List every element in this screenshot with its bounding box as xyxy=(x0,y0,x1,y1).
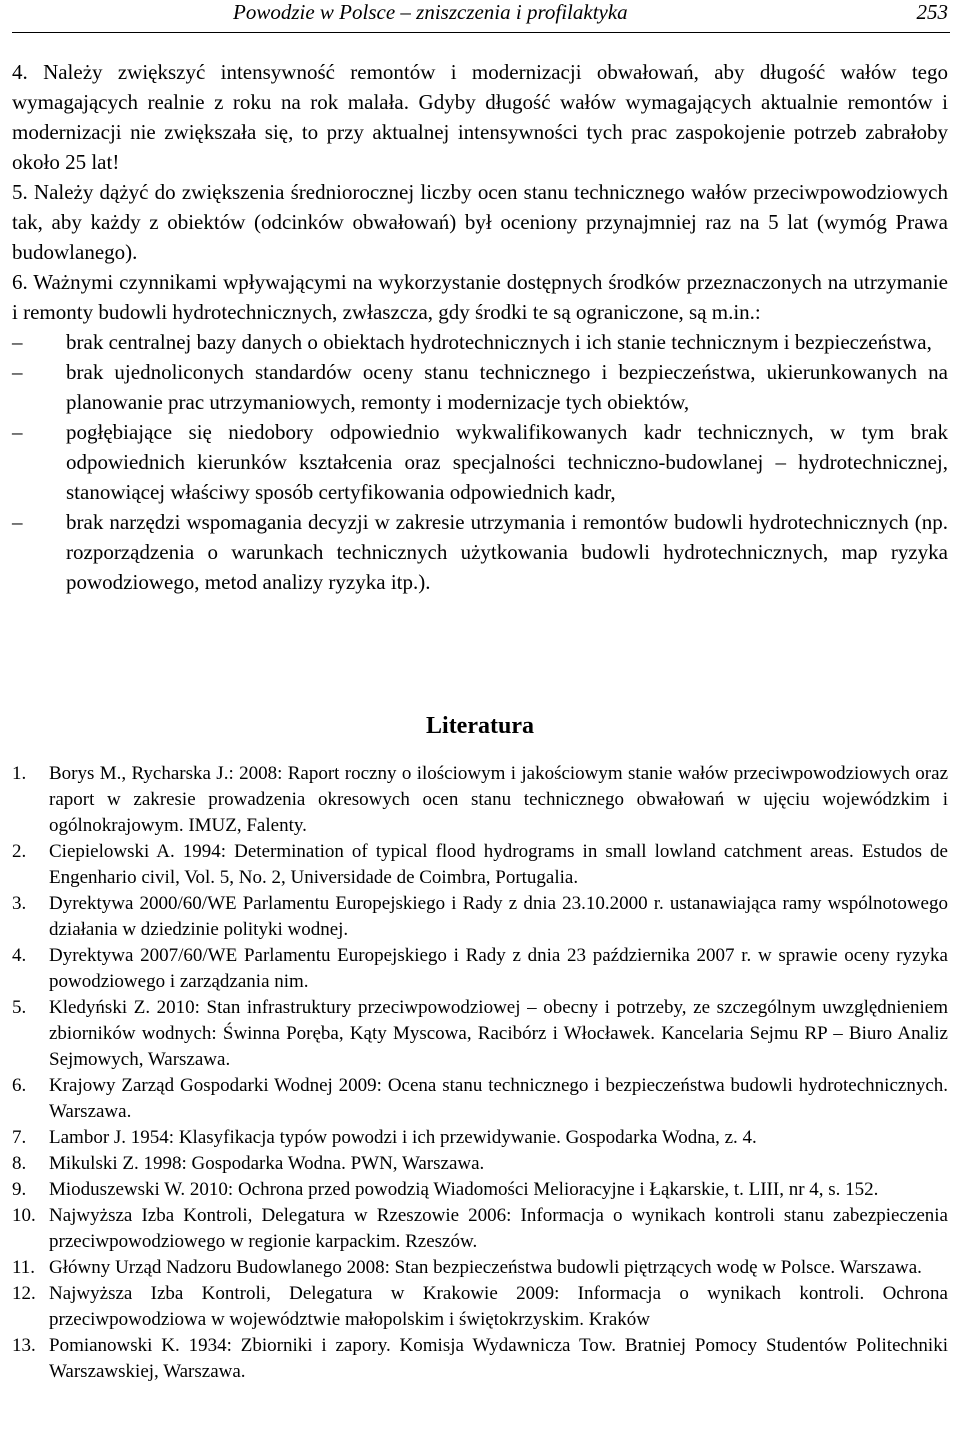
list-item xyxy=(12,507,948,597)
list-item-text: pogłębiające się niedobory odpowiednio wykwalifikowanych kadr technicznych, w tym brak odpowiednich kierunków kształcenia oraz specjalności techniczno-budowlanej – hydrotechnicznej, stanowiącej właściwy sposób certyfikowania odpowiednich kadr, xyxy=(66,420,948,504)
reference-item xyxy=(12,943,948,995)
page-number: 253 xyxy=(916,0,948,24)
reference-text: Ciepielowski A. 1994: Determination of typical flood hydrograms in small lowland catchment areas. Estudos de Engenhario civil, Vol. 5, No. 2, Universidade de Coimbra, Portugalia. xyxy=(49,841,948,888)
reference-text: Kledyński Z. 2010: Stan infrastruktury przeciwpowodziowej – obecny i potrzeby, ze szczególnym uwzględnieniem zbiorników wodnych: Świnna Poręba, Kąty Myscowa, Racibórz i Włocławek. Kancelaria Sejmu RP – Biuro Analiz Sejmowych, Warszawa. xyxy=(49,997,948,1070)
reference-number: 10. xyxy=(12,1205,36,1226)
paragraph-item-6: 6. Ważnymi czynnikami wpływającymi na wykorzystanie dostępnych środków przeznaczonych na utrzymanie i remonty budowli hydrotechnicznych, zwłaszcza, gdy środki te są ograniczone, są m.in.: xyxy=(12,270,948,324)
reference-number: 13. xyxy=(12,1335,36,1356)
paragraph-item-4: 4. Należy zwiększyć intensywność remontów i modernizacji obwałowań, aby długość wałów tego wymagających realnie z roku na rok malała. Gdyby długość wałów wymagających aktualnie remontów i modernizacji nie zwiększała się, to przy aktualnej intensywności tych prac zaspokojenie potrzeb zabrałoby około 25 lat! xyxy=(12,60,948,174)
dash-marker: – xyxy=(12,420,23,444)
reference-number: 4. xyxy=(12,945,27,966)
reference-number: 6. xyxy=(12,1075,27,1096)
dash-list xyxy=(12,327,948,597)
reference-item xyxy=(12,761,948,839)
paragraph-item-5: 5. Należy dążyć do zwiększenia średniorocznej liczby ocen stanu technicznego wałów przeciwpowodziowych tak, aby każdy z obiektów (odcinków obwałowań) był oceniony przynajmniej raz na 5 lat (wymóg Prawa budowlanego). xyxy=(12,180,948,264)
reference-text: Lambor J. 1954: Klasyfikacja typów powodzi i ich przewidywanie. Gospodarka Wodna, z. 4. xyxy=(49,1127,757,1148)
reference-text: Krajowy Zarząd Gospodarki Wodnej 2009: Ocena stanu technicznego i bezpieczeństwa budowli hydrotechnicznych. Warszawa. xyxy=(49,1075,948,1122)
reference-item xyxy=(12,1203,948,1255)
reference-number: 2. xyxy=(12,841,27,862)
dash-marker: – xyxy=(12,510,23,534)
reference-number: 11. xyxy=(12,1257,36,1278)
reference-list xyxy=(12,761,948,1385)
reference-item xyxy=(12,839,948,891)
reference-text: Najwyższa Izba Kontroli, Delegatura w Krakowie 2009: Informacja o wynikach kontroli. Ochrona przeciwpowodziowa w województwie małopolskim i świętokrzyskim. Kraków xyxy=(49,1283,948,1330)
reference-number: 12. xyxy=(12,1283,36,1304)
reference-text: Mikulski Z. 1998: Gospodarka Wodna. PWN, Warszawa. xyxy=(49,1153,485,1174)
list-item-text: brak narzędzi wspomagania decyzji w zakresie utrzymania i remontów budowli hydrotechnicznych (np. rozporządzenia o warunkach technicznych użytkowania budowli hydrotechnicznych, map ryzyka powodziowego, metod analizy ryzyka itp.). xyxy=(66,510,948,594)
body-text xyxy=(12,57,948,597)
reference-item xyxy=(12,1125,948,1151)
reference-item xyxy=(12,1073,948,1125)
dash-marker: – xyxy=(12,330,23,354)
reference-text: Pomianowski K. 1934: Zbiorniki i zapory. Komisja Wydawnicza Tow. Bratniej Pomocy Studentów Politechniki Warszawskiej, Warszawa. xyxy=(49,1335,948,1382)
reference-text: Dyrektywa 2000/60/WE Parlamentu Europejskiego i Rady z dnia 23.10.2000 r. ustanawiająca ramy wspólnotowego działania w dziedzinie polityki wodnej. xyxy=(49,893,948,940)
list-item xyxy=(12,417,948,507)
reference-item xyxy=(12,1333,948,1385)
reference-item xyxy=(12,995,948,1073)
running-title: Powodzie w Polsce – zniszczenia i profilaktyka xyxy=(233,0,628,24)
reference-text: Dyrektywa 2007/60/WE Parlamentu Europejskiego i Rady z dnia 23 października 2007 r. w sprawie oceny ryzyka powodziowego i zarządzania nim. xyxy=(49,945,948,992)
reference-number: 5. xyxy=(12,997,27,1018)
reference-number: 7. xyxy=(12,1127,27,1148)
reference-number: 9. xyxy=(12,1179,27,1200)
reference-text: Mioduszewski W. 2010: Ochrona przed powodzią Wiadomości Melioracyjne i Łąkarskie, t. LIII, nr 4, s. 152. xyxy=(49,1179,879,1200)
dash-marker: – xyxy=(12,360,23,384)
list-item-text: brak centralnej bazy danych o obiektach hydrotechnicznych i ich stanie technicznym i bezpieczeństwa, xyxy=(66,330,932,354)
reference-text: Najwyższa Izba Kontroli, Delegatura w Rzeszowie 2006: Informacja o wynikach kontroli stanu zabezpieczenia przeciwpowodziowego w regionie karpackim. Rzeszów. xyxy=(49,1205,948,1252)
list-item xyxy=(12,327,948,357)
reference-item xyxy=(12,1177,948,1203)
running-header xyxy=(12,0,950,33)
reference-item xyxy=(12,891,948,943)
reference-text: Główny Urząd Nadzoru Budowlanego 2008: Stan bezpieczeństwa budowli piętrzących wodę w Polsce. Warszawa. xyxy=(49,1257,922,1278)
reference-item xyxy=(12,1151,948,1177)
reference-number: 3. xyxy=(12,893,27,914)
list-item-text: brak ujednoliconych standardów oceny stanu technicznego i bezpieczeństwa, ukierunkowanych na planowanie prac utrzymaniowych, remonty i modernizacje tych obiektów, xyxy=(66,360,948,414)
reference-item xyxy=(12,1255,948,1281)
reference-number: 8. xyxy=(12,1153,27,1174)
list-item xyxy=(12,357,948,417)
reference-item xyxy=(12,1281,948,1333)
literature-heading: Literatura xyxy=(426,713,534,739)
reference-number: 1. xyxy=(12,763,27,784)
reference-text: Borys M., Rycharska J.: 2008: Raport roczny o ilościowym i jakościowym stanie wałów przeciwpowodziowych oraz raport w zakresie prowadzenia okresowych ocen stanu technicznego obwałowań w ujęciu wojewódzkim i ogólnokrajowym. IMUZ, Falenty. xyxy=(49,763,948,836)
